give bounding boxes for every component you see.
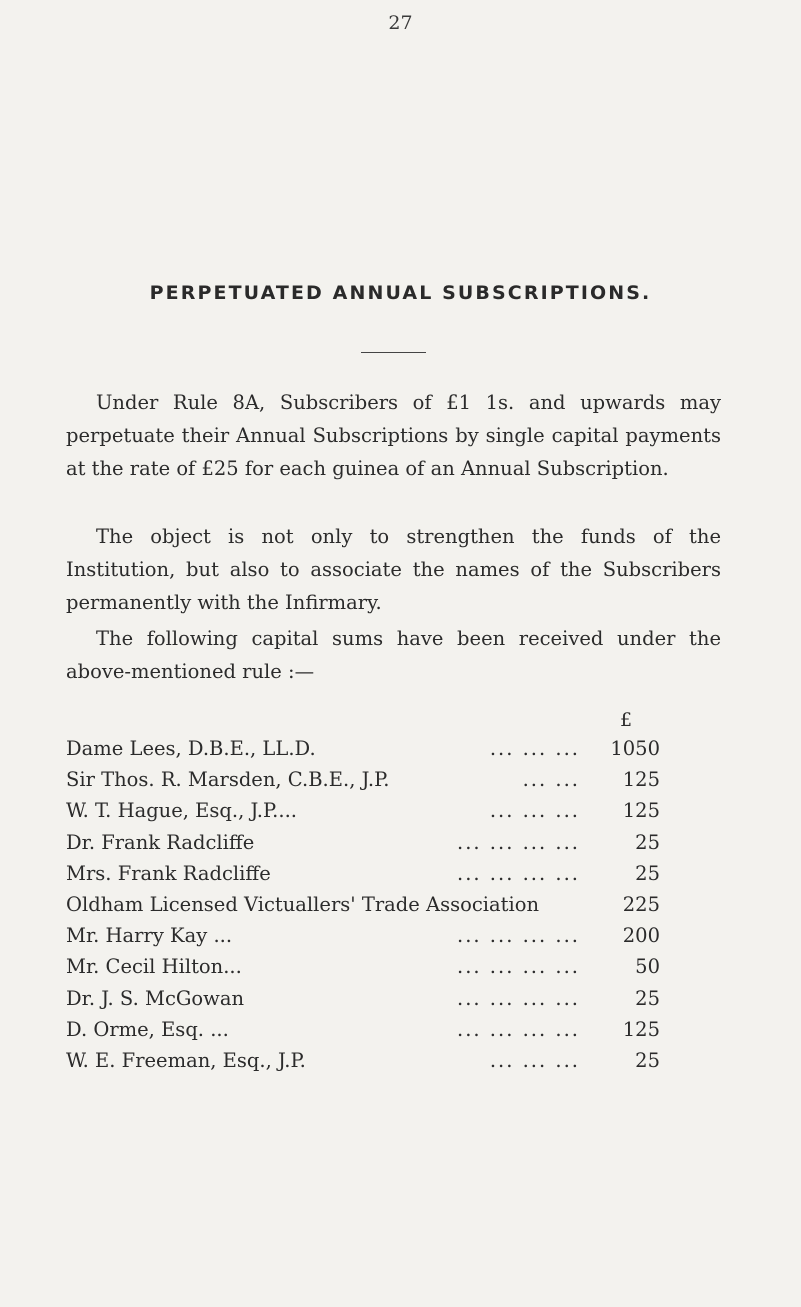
list-item — [66, 1045, 660, 1076]
subscription-amount: 25 — [635, 986, 660, 1010]
title-divider — [361, 352, 426, 353]
list-item — [66, 858, 660, 889]
leader-dots: ... ... — [522, 768, 580, 792]
leader-dots: ... ... ... ... — [457, 1017, 580, 1041]
subscription-amount: 25 — [635, 830, 660, 854]
leader-dots: ... ... ... ... — [457, 830, 580, 854]
list-item — [66, 889, 660, 920]
leader-dots: ... ... ... ... — [457, 986, 580, 1010]
subscription-amount: 25 — [635, 861, 660, 885]
subscription-amount: 125 — [622, 768, 660, 792]
subscriber-name: Oldham Licensed Victuallers' Trade Association — [66, 892, 539, 916]
subscriber-name: D. Orme, Esq. ... — [66, 1017, 229, 1041]
list-item — [66, 827, 660, 858]
subscriber-name: W. T. Hague, Esq., J.P.... — [66, 799, 297, 823]
page-title: PERPETUATED ANNUAL SUBSCRIPTIONS. — [149, 282, 652, 304]
subscriber-name: Mrs. Frank Radcliffe — [66, 861, 271, 885]
leader-dots: ... ... ... — [489, 737, 580, 760]
intro-paragraph: The following capital sums have been received under the above-mentioned rule :— — [66, 627, 721, 683]
subscription-amount: 125 — [622, 1017, 660, 1041]
leader-dots: ... ... ... — [489, 1048, 580, 1072]
subscription-amount: 225 — [622, 892, 660, 916]
list-item — [66, 733, 660, 764]
leader-dots: ... ... ... ... — [457, 861, 580, 885]
list-item — [66, 951, 660, 982]
subscription-list — [66, 733, 660, 1076]
subscriber-name: Dame Lees, D.B.E., LL.D. — [66, 737, 316, 760]
subscription-amount: 50 — [635, 955, 660, 979]
currency-column-header: £ — [619, 709, 633, 731]
subscriber-name: Mr. Cecil Hilton... — [66, 955, 242, 979]
subscriber-name: W. E. Freeman, Esq., J.P. — [66, 1048, 306, 1072]
subscription-amount: 125 — [622, 799, 660, 823]
list-item — [66, 795, 660, 826]
rule-paragraph: Under Rule 8A, Subscribers of £1 1s. and upwards may perpetuate their Annual Subscriptions by single capital payments at the rate of £25 for each guinea of an Annual Subscription. — [66, 391, 721, 480]
subscription-amount: 1050 — [610, 737, 660, 760]
subscriber-name: Dr. J. S. McGowan — [66, 986, 245, 1010]
list-item — [66, 920, 660, 951]
object-paragraph: The object is not only to strengthen the funds of the Institution, but also to associate the names of the Subscribers permanently with the Infirmary. — [66, 525, 721, 614]
subscriber-name: Dr. Frank Radcliffe — [66, 830, 255, 854]
subscriber-name: Mr. Harry Kay ... — [66, 924, 233, 948]
list-item — [66, 1014, 660, 1045]
subscriber-name: Sir Thos. R. Marsden, C.B.E., J.P. — [66, 768, 390, 792]
leader-dots: ... ... ... ... — [457, 955, 580, 979]
subscription-amount: 200 — [622, 924, 660, 948]
leader-dots: ... ... ... ... — [457, 924, 580, 948]
list-item — [66, 764, 660, 795]
leader-dots: ... ... ... — [489, 799, 580, 823]
list-item — [66, 983, 660, 1014]
subscription-amount: 25 — [635, 1048, 660, 1072]
page-number: 27 — [388, 12, 413, 34]
